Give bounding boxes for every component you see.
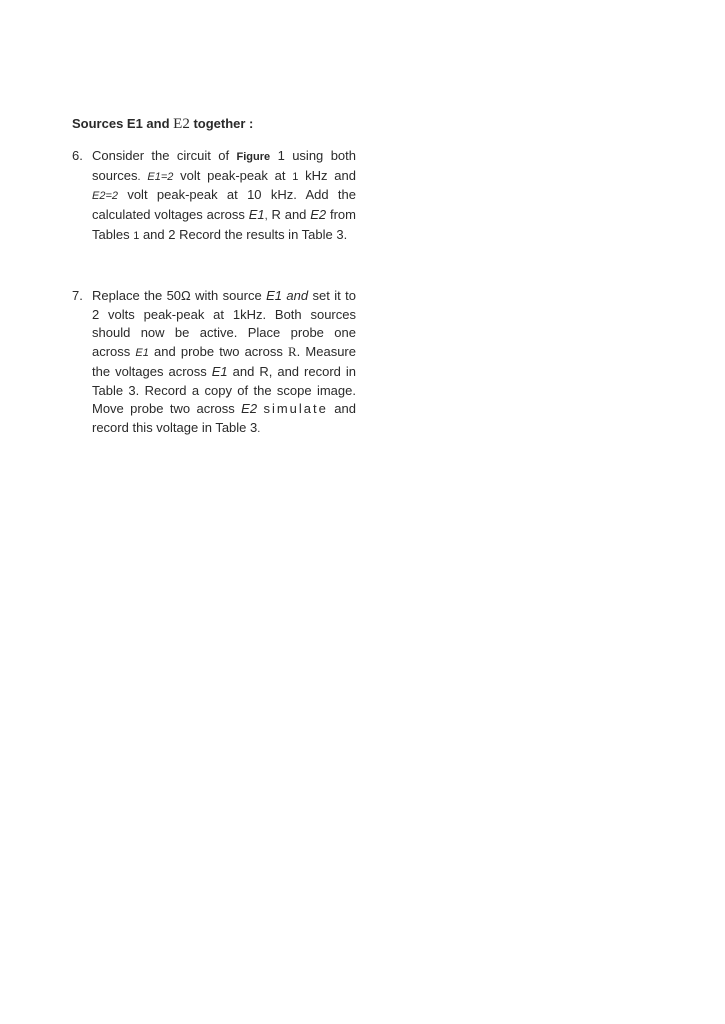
step-number: 6.	[72, 148, 83, 163]
step-number: 7.	[72, 288, 83, 303]
step-6	[72, 147, 356, 246]
heading-e2: E2	[173, 116, 190, 132]
figure-ref: Figure	[236, 151, 271, 163]
step-text: Consider the circuit of Figure 1 using both sources. E1=2 volt peak-peak at 1 kHz and E2=2 volt peak-peak at 10 kHz. Add the calculated voltages across E1, R and E2 from Tables 1 and 2 Record the results in Table 3.	[92, 148, 356, 242]
section-heading	[72, 115, 253, 133]
heading-text-2: together :	[189, 116, 254, 131]
simulate-word: simulate	[263, 401, 328, 417]
step-7	[72, 287, 356, 439]
e1-value: E1=2	[147, 170, 174, 183]
e2-value: E2=2	[92, 190, 118, 203]
heading-text-1: Sources E1 and	[72, 116, 174, 131]
step-text: Replace the 50Ω with source E1 and set it to 2 volts peak-peak at 1kHz. Both sources should now be active. Place probe one across E1 and probe two across R. Measure the voltages across E1 and R, and record in Table 3. Record a copy of the scope image. Move probe two across E2 simulate and record this voltage in Table 3.	[92, 288, 356, 435]
